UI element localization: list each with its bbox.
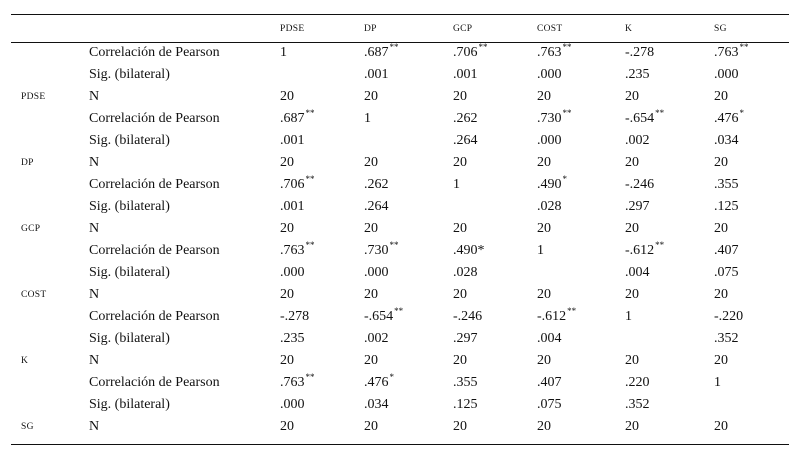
row-group-label-dp: DP (21, 158, 34, 168)
table-cell: 1 (625, 309, 632, 324)
table-cell: .028 (453, 265, 478, 280)
table-cell: 20 (280, 221, 294, 236)
table-cell: .297 (453, 331, 478, 346)
table-cell: .262 (453, 111, 478, 126)
table-cell: .264 (364, 199, 389, 214)
table-header-rule (11, 42, 789, 43)
significance-marker: ** (739, 42, 749, 52)
column-header-pdse: PDSE (280, 24, 305, 34)
significance-marker: ** (562, 42, 572, 52)
table-cell: .352 (714, 331, 739, 346)
table-cell: .687** (364, 42, 399, 60)
table-cell: 20 (625, 419, 639, 434)
table-cell: -.612** (625, 240, 665, 258)
table-cell: 20 (453, 353, 467, 368)
row-label: Correlación de Pearson (89, 375, 220, 390)
table-cell: 1 (280, 45, 287, 60)
table-cell: .763** (714, 42, 749, 60)
column-header-dp: DP (364, 24, 377, 34)
table-cell: 20 (537, 419, 551, 434)
significance-marker: ** (562, 108, 572, 118)
significance-marker: ** (389, 42, 399, 52)
table-cell: 1 (453, 177, 460, 192)
table-cell: .262 (364, 177, 389, 192)
table-cell: -.278 (280, 309, 310, 324)
table-cell: 20 (714, 221, 728, 236)
table-cell: 20 (625, 221, 639, 236)
table-cell: .000 (714, 67, 739, 82)
table-cell: .763** (280, 240, 315, 258)
table-cell: .730** (537, 108, 572, 126)
table-cell: 20 (714, 419, 728, 434)
row-label: Sig. (bilateral) (89, 331, 170, 346)
table-cell: .125 (714, 199, 739, 214)
table-cell: 20 (714, 287, 728, 302)
row-label: Sig. (bilateral) (89, 265, 170, 280)
table-cell: .075 (537, 397, 562, 412)
table-cell: .000 (364, 265, 389, 280)
table-cell: 20 (453, 155, 467, 170)
row-label: Sig. (bilateral) (89, 67, 170, 82)
table-cell: 20 (625, 353, 639, 368)
table-cell: .000 (537, 133, 562, 148)
table-cell: 20 (714, 89, 728, 104)
row-label: Sig. (bilateral) (89, 133, 170, 148)
table-cell: -.246 (625, 177, 655, 192)
table-cell: .706** (280, 174, 315, 192)
table-top-rule (11, 14, 789, 15)
row-label: N (89, 353, 100, 368)
row-label: Correlación de Pearson (89, 45, 220, 60)
table-cell: 20 (280, 419, 294, 434)
table-cell: .004 (537, 331, 562, 346)
significance-marker: * (739, 108, 744, 118)
table-cell: 20 (280, 155, 294, 170)
table-cell: 1 (537, 243, 544, 258)
row-label: N (89, 221, 100, 236)
table-cell: .763** (537, 42, 572, 60)
significance-marker: ** (305, 108, 315, 118)
table-cell: -.220 (714, 309, 744, 324)
table-cell: 20 (364, 89, 378, 104)
table-cell: .000 (280, 397, 305, 412)
table-cell: .476* (714, 108, 744, 126)
table-cell: 20 (714, 155, 728, 170)
row-label: Sig. (bilateral) (89, 397, 170, 412)
row-label: Correlación de Pearson (89, 243, 220, 258)
table-cell: 20 (714, 353, 728, 368)
row-label: N (89, 155, 100, 170)
table-cell: -.612** (537, 306, 577, 324)
table-cell: 20 (280, 287, 294, 302)
significance-marker: * (389, 372, 394, 382)
row-label: Sig. (bilateral) (89, 199, 170, 214)
row-label: Correlación de Pearson (89, 309, 220, 324)
table-cell: .034 (364, 397, 389, 412)
table-cell: .004 (625, 265, 650, 280)
table-cell: .687** (280, 108, 315, 126)
row-group-label-k: K (21, 356, 29, 366)
table-cell: 20 (453, 221, 467, 236)
table-cell: 20 (537, 89, 551, 104)
table-cell: .000 (537, 67, 562, 82)
table-cell: -.654** (364, 306, 404, 324)
table-cell: .001 (453, 67, 478, 82)
table-cell: .297 (625, 199, 650, 214)
table-cell: .355 (453, 375, 478, 390)
table-cell: .490* (537, 174, 567, 192)
row-label: Correlación de Pearson (89, 111, 220, 126)
table-cell: .706** (453, 42, 488, 60)
table-cell: 20 (364, 155, 378, 170)
row-group-label-pdse: PDSE (21, 92, 46, 102)
table-cell: .028 (537, 199, 562, 214)
table-cell: .002 (625, 133, 650, 148)
column-header-gcp: GCP (453, 24, 473, 34)
table-cell: 20 (453, 287, 467, 302)
significance-marker: ** (305, 240, 315, 250)
table-cell: 20 (537, 155, 551, 170)
table-cell: 20 (625, 155, 639, 170)
table-cell: .352 (625, 397, 650, 412)
table-cell: 20 (280, 89, 294, 104)
significance-marker: ** (567, 306, 577, 316)
row-label: N (89, 287, 100, 302)
table-cell: 20 (625, 287, 639, 302)
table-cell: .075 (714, 265, 739, 280)
column-header-cost: COST (537, 24, 563, 34)
column-header-sg: SG (714, 24, 727, 34)
table-cell: .476* (364, 372, 394, 390)
row-group-label-gcp: GCP (21, 224, 41, 234)
table-cell: 20 (364, 221, 378, 236)
row-label: Correlación de Pearson (89, 177, 220, 192)
table-cell: 20 (364, 353, 378, 368)
table-cell: -.278 (625, 45, 655, 60)
table-cell: .235 (280, 331, 305, 346)
significance-marker: ** (655, 240, 665, 250)
table-cell: .034 (714, 133, 739, 148)
table-bottom-rule (11, 444, 789, 445)
row-group-label-cost: COST (21, 290, 47, 300)
significance-marker: ** (478, 42, 488, 52)
column-header-k: K (625, 24, 633, 34)
table-cell: .001 (364, 67, 389, 82)
table-cell: .730** (364, 240, 399, 258)
row-label: N (89, 89, 100, 104)
table-cell: 20 (537, 221, 551, 236)
table-cell: 20 (453, 89, 467, 104)
row-group-label-sg: SG (21, 422, 34, 432)
table-cell: -.654** (625, 108, 665, 126)
table-cell: 20 (364, 419, 378, 434)
significance-marker: ** (655, 108, 665, 118)
table-cell: 20 (364, 287, 378, 302)
table-cell: 20 (453, 419, 467, 434)
table-cell: .407 (537, 375, 562, 390)
table-cell: .763** (280, 372, 315, 390)
table-cell: .001 (280, 133, 305, 148)
table-cell: .355 (714, 177, 739, 192)
table-cell: .220 (625, 375, 650, 390)
table-cell: .000 (280, 265, 305, 280)
table-cell: .407 (714, 243, 739, 258)
significance-marker: ** (305, 372, 315, 382)
table-cell: .001 (280, 199, 305, 214)
table-cell: .125 (453, 397, 478, 412)
table-cell: 20 (625, 89, 639, 104)
table-cell: 20 (280, 353, 294, 368)
table-cell: .002 (364, 331, 389, 346)
table-cell: 20 (537, 287, 551, 302)
significance-marker: * (562, 174, 567, 184)
significance-marker: ** (394, 306, 404, 316)
row-label: N (89, 419, 100, 434)
table-cell: -.246 (453, 309, 483, 324)
table-cell: 1 (714, 375, 721, 390)
table-cell: 1 (364, 111, 371, 126)
table-cell: 20 (537, 353, 551, 368)
significance-marker: ** (305, 174, 315, 184)
table-cell: .490* (453, 243, 485, 258)
significance-marker: ** (389, 240, 399, 250)
table-cell: .235 (625, 67, 650, 82)
table-cell: .264 (453, 133, 478, 148)
